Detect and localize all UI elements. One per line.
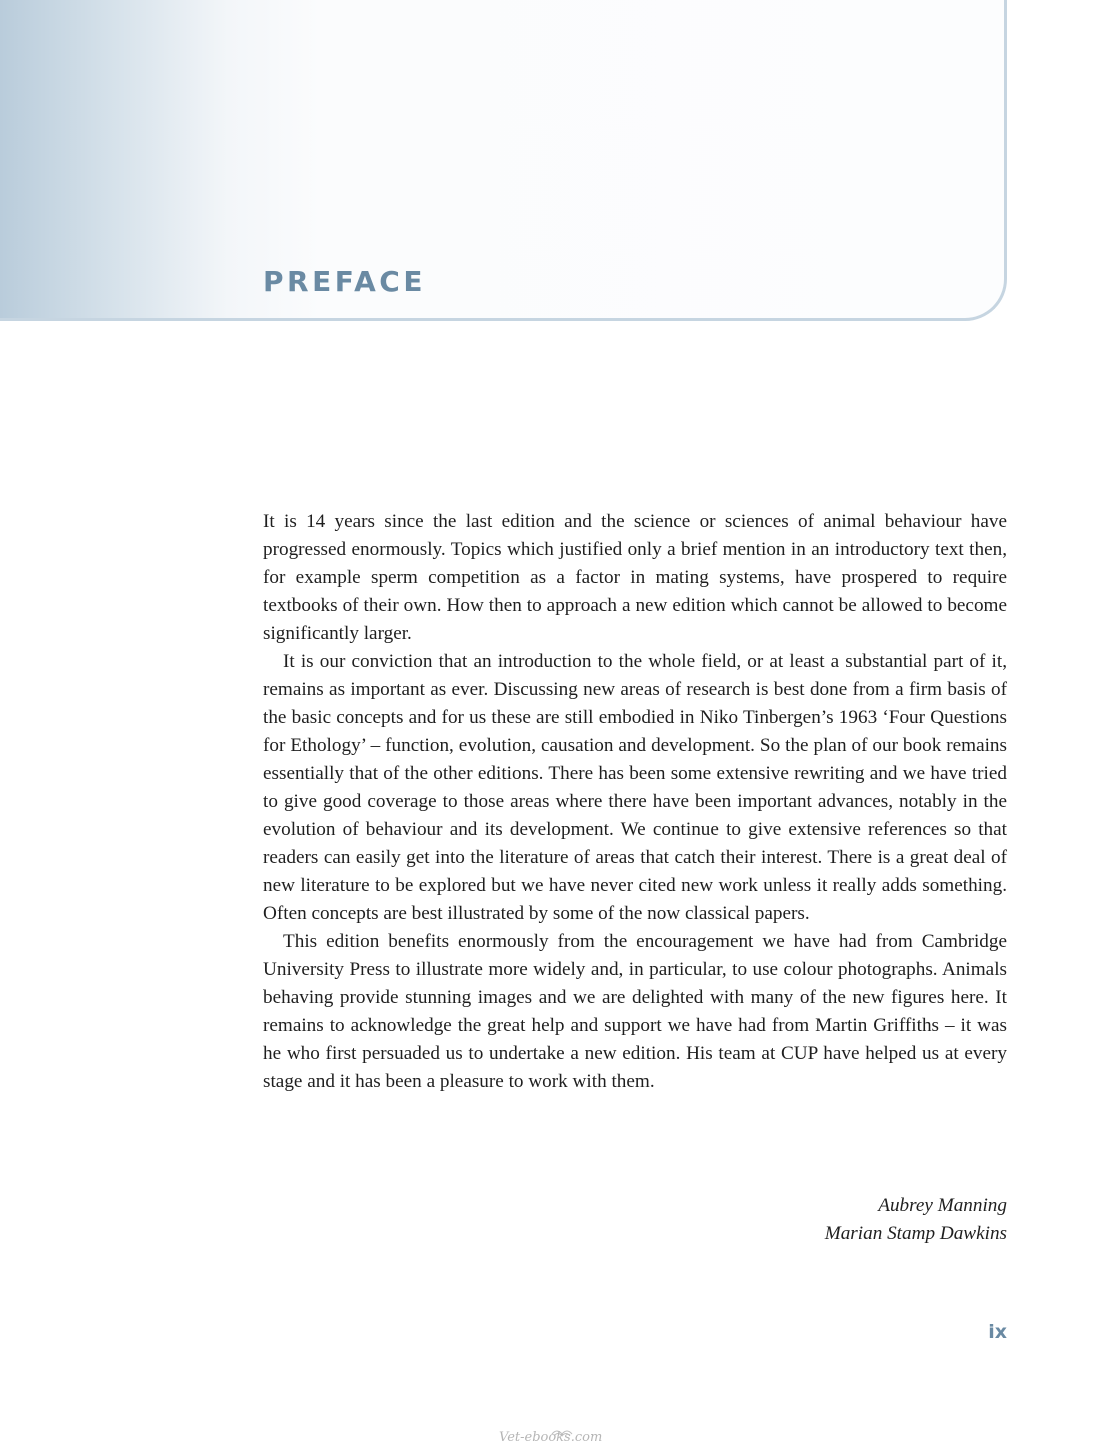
watermark-logo (497, 1424, 627, 1446)
page-title: PREFACE (263, 265, 426, 298)
paragraph-1: It is 14 years since the last edition and the science or sciences of animal behaviour have progressed enormously. Topics which justified only a brief mention in an introductory text then, for example sperm competition as a factor in mating systems, have prospered to require textbooks of their own. How then to approach a new edition which cannot be allowed to become significantly larger. (263, 511, 1007, 644)
paragraph-2: It is our conviction that an introduction to the whole field, or at least a substantial part of it, remains as important as ever. Discussing new areas of research is best done from a firm basis of the basic concepts and for us these are still embodied in Niko Tinbergen’s 1963 ‘Four Questions for Ethology’ – function, evolution, causation and development. So the plan of our book remains essentially that of the other editions. There has been some extensive rewriting and we have tried to give good coverage to those areas where there have been important advances, notably in the evolution of behaviour and its development. We continue to give extensive references so that readers can easily get into the literature of areas that catch their interest. There is a great deal of new literature to be explored but we have never cited new work unless it really adds something. Often concepts are best illustrated by some of the now classical papers. (263, 651, 1007, 924)
signature-author-1: Aubrey Manning (878, 1195, 1007, 1216)
watermark-text: Vet-ebooks.com (499, 1430, 603, 1445)
preface-body (263, 508, 1007, 1096)
signature-author-2: Marian Stamp Dawkins (824, 1223, 1007, 1244)
page-number: ix (988, 1321, 1007, 1343)
header-band (0, 0, 1007, 321)
paragraph-3: This edition benefits enormously from the encouragement we have had from Cambridge University Press to illustrate more widely and, in particular, to use colour photographs. Animals behaving provide stunning images and we are delighted with many of the new figures here. It remains to acknowledge the great help and support we have had from Martin Griffiths – it was he who first persuaded us to undertake a new edition. His team at CUP have helped us at every stage and it has been a pleasure to work with them. (263, 931, 1007, 1092)
signature-block (600, 1192, 1007, 1248)
